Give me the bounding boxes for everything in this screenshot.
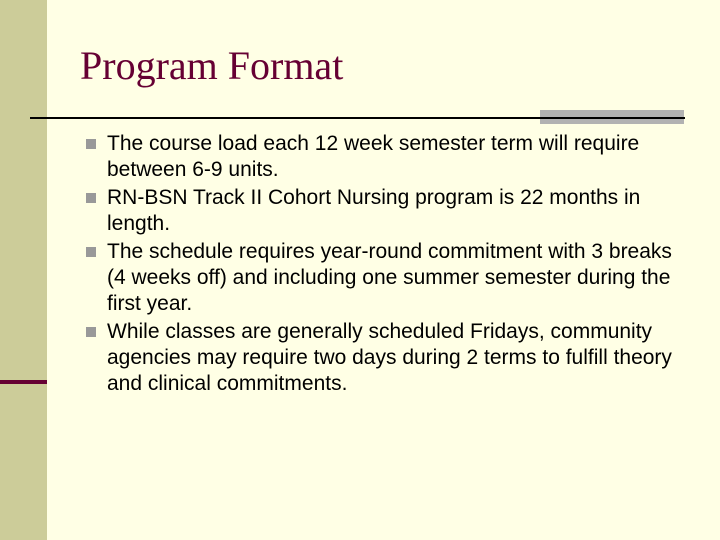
- title-accent-bar-bottom: [540, 119, 684, 124]
- bullet-item: [86, 319, 686, 397]
- left-sidebar-band: [0, 0, 47, 540]
- title-accent-bar-top: [540, 110, 684, 117]
- bullet-item: [86, 239, 686, 317]
- bullet-text: The schedule requires year-round commitment with 3 breaks (4 weeks off) and including one summer semester during the first year.: [107, 240, 672, 315]
- slide-title: Program Format: [80, 43, 344, 88]
- bullet-text: RN-BSN Track II Cohort Nursing program is 22 months in length.: [107, 186, 641, 235]
- bullet-item: [86, 185, 686, 237]
- square-bullet-icon: [86, 139, 96, 149]
- bullet-list: [86, 131, 686, 399]
- square-bullet-icon: [86, 327, 96, 337]
- square-bullet-icon: [86, 193, 96, 203]
- bullet-text: While classes are generally scheduled Fridays, community agencies may require two days during 2 terms to fulfill theory and clinical commitments.: [107, 320, 672, 395]
- sidebar-divider-mark: [0, 380, 47, 384]
- square-bullet-icon: [86, 247, 96, 257]
- bullet-text: The course load each 12 week semester term will require between 6-9 units.: [107, 132, 640, 181]
- bullet-item: [86, 131, 686, 183]
